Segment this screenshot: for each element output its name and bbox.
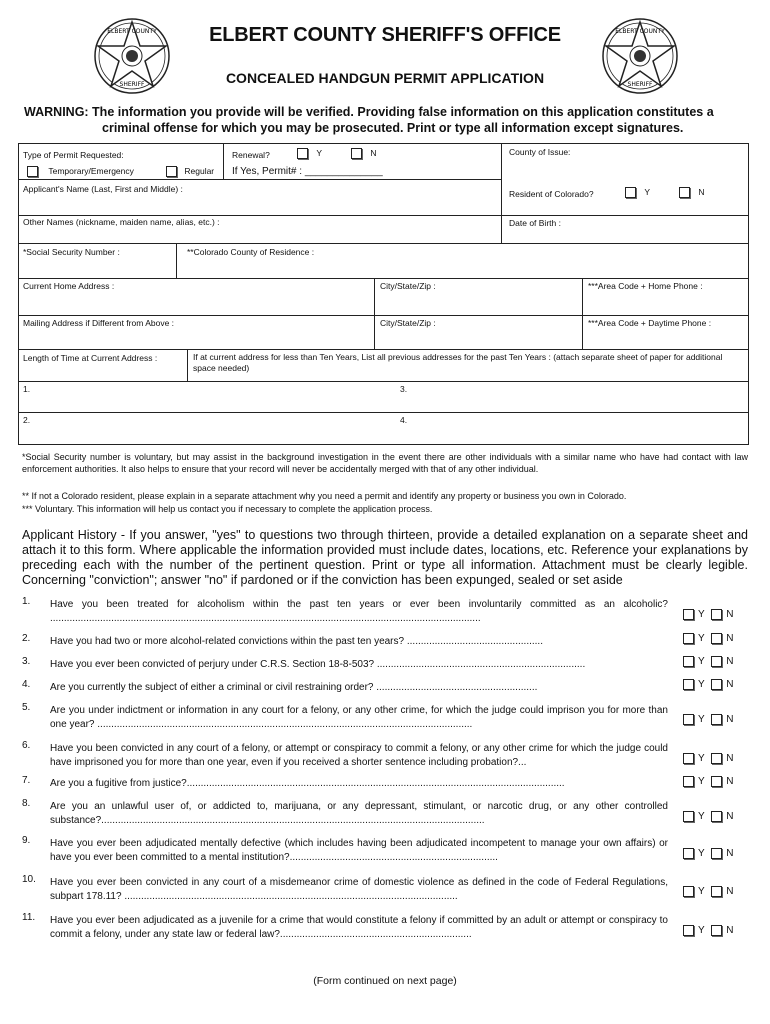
mailing-city-state-zip-field[interactable]: City/State/Zip : — [380, 318, 436, 328]
badge-text-bottom: SHERIFF — [119, 81, 145, 88]
yes-label: Y — [698, 679, 705, 691]
resident-yes-label: Y — [644, 187, 651, 197]
applicant-name-field[interactable]: Applicant's Name (Last, First and Middle) : — [23, 184, 183, 194]
page-title: ELBERT COUNTY SHERIFF'S OFFICE — [209, 24, 561, 46]
resident-no-label: N — [698, 187, 705, 197]
yes-label: Y — [698, 753, 705, 765]
question-text: Have you ever been convicted in any court of a misdemeanor crime of domestic violence as defined in the code of Federal Regulations, subpart 178.11? ........................................................................................................................ — [50, 877, 668, 902]
answer-5 — [683, 714, 734, 725]
previous-addresses-label: If at current address for less than Ten Years, List all previous addresses for the past Ten Years : (attach separate sheet of paper for additional space needed) — [193, 352, 723, 373]
answer-2 — [683, 633, 734, 644]
page-subtitle: CONCEALED HANDGUN PERMIT APPLICATION — [225, 70, 545, 86]
question-text: Have you been convicted in any court of a felony, or attempt or conspiracy to commit a felony, or any other crime for which the judge could have imprisoned you for more than one year, even if you received a shorter sentence including probation?... — [50, 743, 668, 768]
answer-6 — [683, 753, 734, 764]
no-checkbox[interactable] — [711, 886, 722, 897]
no-checkbox[interactable] — [711, 714, 722, 725]
answer-3 — [683, 656, 734, 667]
yes-label: Y — [698, 714, 705, 726]
no-checkbox[interactable] — [711, 811, 722, 822]
resident-no-checkbox[interactable] — [679, 187, 690, 198]
prev-address-3-field[interactable]: 3. — [400, 384, 408, 394]
no-label: N — [726, 714, 734, 726]
no-label: N — [726, 609, 734, 621]
question-text: Have you been treated for alcoholism within the past ten years or ever been involuntarily committed as an alcoholic? ........................................................................................................................................................... — [50, 599, 668, 624]
answer-9 — [683, 848, 734, 859]
home-address-field[interactable]: Current Home Address : — [23, 281, 115, 291]
no-checkbox[interactable] — [711, 776, 722, 787]
no-checkbox[interactable] — [711, 656, 722, 667]
no-label: N — [726, 633, 734, 645]
yes-label: Y — [698, 848, 705, 860]
no-checkbox[interactable] — [711, 633, 722, 644]
no-checkbox[interactable] — [711, 925, 722, 936]
renewal-no-checkbox[interactable] — [351, 148, 362, 159]
no-checkbox[interactable] — [711, 753, 722, 764]
no-checkbox[interactable] — [711, 679, 722, 690]
answer-4 — [683, 679, 734, 690]
badge-text-top: ELBERT COUNTY — [107, 28, 157, 35]
length-at-address-field[interactable]: Length of Time at Current Address : — [23, 353, 158, 363]
answer-10 — [683, 886, 734, 897]
yes-label: Y — [698, 776, 705, 788]
question-text: Are you currently the subject of either a criminal or civil restraining order? .......................................................... — [50, 682, 538, 693]
type-of-permit-label: Type of Permit Requested: — [23, 150, 124, 160]
question-text: Are you a fugitive from justice?........................................................................................................................................ — [50, 778, 565, 789]
question-text: Have you ever been convicted of perjury under C.R.S. Section 18-8-503? ........................................................................... — [50, 659, 586, 670]
prev-address-4-field[interactable]: 4. — [400, 415, 408, 425]
phone-note: *** Voluntary. This information will help us contact you if necessary to complete the application process. — [22, 504, 433, 514]
warning-line-2: criminal offense for which you may be prosecuted. Print or type all information except signatures. — [102, 121, 684, 135]
yes-checkbox[interactable] — [683, 776, 694, 787]
resident-note: ** If not a Colorado resident, please explain in a separate attachment why you need a permit and identify any property or business you own in Colorado. — [22, 491, 627, 501]
no-checkbox[interactable] — [711, 609, 722, 620]
question-number: 7. — [22, 775, 31, 786]
question-number: 4. — [22, 679, 31, 690]
no-label: N — [726, 925, 734, 937]
question-text: Are you under indictment or information in any court for a felony, or any other crime, for which the judge could imprison you for more than one year? ....................................................................................................................................... — [50, 705, 668, 730]
date-of-birth-field[interactable]: Date of Birth : — [509, 218, 561, 228]
resident-label: Resident of Colorado? — [509, 189, 594, 199]
yes-label: Y — [698, 811, 705, 823]
prev-address-1-field[interactable]: 1. — [23, 384, 31, 394]
no-label: N — [726, 656, 734, 668]
ssn-note: *Social Security number is voluntary, but may assist in the background investigation in the event there are other individuals with a similar name who have had contact with law enforcement authorities. It also helps to ensure that your record will never be accidentally merged with that of any other individual. — [22, 452, 748, 474]
yes-label: Y — [698, 886, 705, 898]
question-number: 10. — [22, 874, 36, 885]
answer-8 — [683, 811, 734, 822]
answer-11 — [683, 925, 734, 936]
yes-checkbox[interactable] — [683, 886, 694, 897]
yes-checkbox[interactable] — [683, 925, 694, 936]
question-number: 11. — [22, 912, 36, 923]
yes-checkbox[interactable] — [683, 679, 694, 690]
continued-footer: (Form continued on next page) — [313, 975, 457, 987]
renewal-no-label: N — [370, 148, 377, 158]
no-label: N — [726, 811, 734, 823]
question-text: Have you ever been adjudicated mentally defective (which includes having been adjudicated incompetent to manage your own affairs) or have you ever been committed to a mental institution?........................................................................... — [50, 838, 668, 863]
yes-checkbox[interactable] — [683, 848, 694, 859]
permit-number-field[interactable]: If Yes, Permit# : ______________ — [232, 166, 383, 177]
applicant-history-intro: Applicant History - If you answer, "yes" to questions two through thirteen, provide a detailed explanation on a separate sheet and attach it to this form. Where applicable the information provided must include dates, locations, etc. Reference your explanations by preceding each with the number of the pertinent question. Print or type all information. Attachment must be clearly legible. Concerning "conviction"; answer "no" if pardoned or if the conviction has been expunged, sealed or set aside — [22, 528, 748, 587]
temporary-checkbox[interactable] — [27, 166, 38, 177]
no-label: N — [726, 753, 734, 765]
yes-label: Y — [698, 656, 705, 668]
home-phone-field[interactable]: ***Area Code + Home Phone : — [588, 281, 703, 291]
question-number: 6. — [22, 740, 31, 751]
warning-text — [24, 104, 744, 136]
regular-label: Regular — [184, 166, 215, 176]
county-of-issue-field[interactable]: County of Issue: — [509, 147, 571, 157]
yes-checkbox[interactable] — [683, 811, 694, 822]
answer-7 — [683, 776, 734, 787]
ssn-field[interactable]: *Social Security Number : — [23, 247, 120, 257]
question-text: Are you an unlawful user of, or addicted to, marijuana, or any depressant, stimulant, or narcotic drug, or any other controlled substance?.......................................................................................................................................... — [50, 801, 668, 826]
city-state-zip-field[interactable]: City/State/Zip : — [380, 281, 436, 291]
yes-label: Y — [698, 925, 705, 937]
yes-label: Y — [698, 609, 705, 621]
warning-line-1: WARNING: The information you provide will be verified. Providing false information on this application constitutes a — [24, 105, 714, 119]
daytime-phone-field[interactable]: ***Area Code + Daytime Phone : — [588, 318, 712, 328]
temporary-label: Temporary/Emergency — [48, 166, 134, 176]
badge-text-top: ELBERT COUNTY — [615, 28, 665, 35]
yes-label: Y — [698, 633, 705, 645]
county-of-residence-field[interactable]: **Colorado County of Residence : — [187, 247, 315, 257]
question-number: 2. — [22, 633, 31, 644]
other-names-field[interactable]: Other Names (nickname, maiden name, alias, etc.) : — [23, 217, 220, 227]
renewal-yes-label: Y — [316, 148, 323, 158]
question-number: 8. — [22, 798, 31, 809]
question-number: 9. — [22, 835, 31, 846]
answer-1 — [683, 609, 734, 620]
yes-checkbox[interactable] — [683, 609, 694, 620]
mailing-address-field[interactable]: Mailing Address if Different from Above : — [23, 318, 175, 328]
no-label: N — [726, 679, 734, 691]
yes-checkbox[interactable] — [683, 656, 694, 667]
resident-yes-checkbox[interactable] — [625, 187, 636, 198]
question-number: 5. — [22, 702, 31, 713]
no-label: N — [726, 848, 734, 860]
badge-text-bottom: SHERIFF — [627, 81, 653, 88]
no-label: N — [726, 886, 734, 898]
yes-checkbox[interactable] — [683, 753, 694, 764]
no-checkbox[interactable] — [711, 848, 722, 859]
no-label: N — [726, 776, 734, 788]
renewal-yes-checkbox[interactable] — [297, 148, 308, 159]
yes-checkbox[interactable] — [683, 714, 694, 725]
question-text: Have you had two or more alcohol-related convictions within the past ten years? ................................................. — [50, 636, 543, 647]
applicant-info-form — [18, 143, 749, 445]
question-text: Have you ever been adjudicated as a juvenile for a crime that would constitute a felony if committed by an adult or attempt or conspiracy to commit a felony, under any state law or federal law?..................................................................... — [50, 915, 668, 940]
prev-address-2-field[interactable]: 2. — [23, 415, 31, 425]
renewal-label: Renewal? — [232, 150, 270, 160]
question-number: 1. — [22, 596, 31, 607]
question-number: 3. — [22, 656, 31, 667]
regular-checkbox[interactable] — [166, 166, 177, 177]
yes-checkbox[interactable] — [683, 633, 694, 644]
